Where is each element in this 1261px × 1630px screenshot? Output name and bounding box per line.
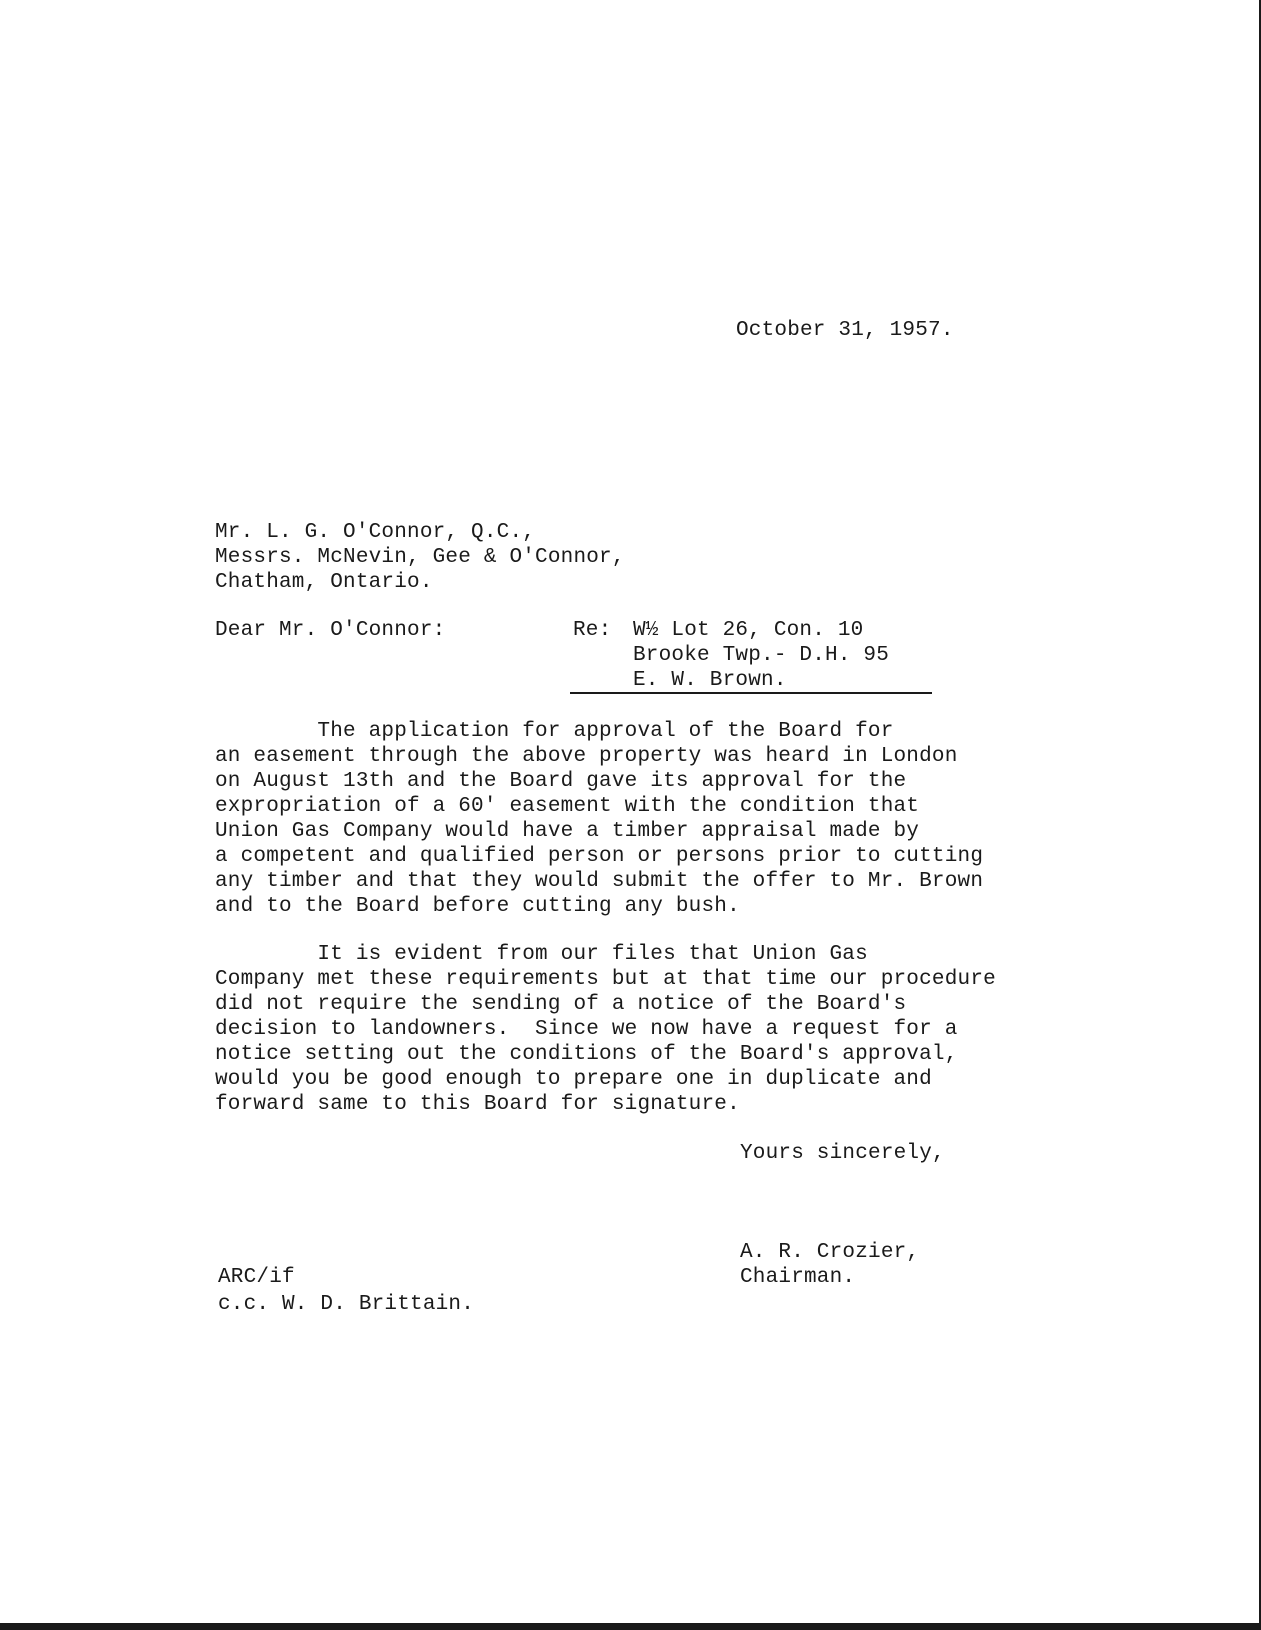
- salutation: Dear Mr. O'Connor:: [215, 619, 446, 642]
- paragraph-line: The application for approval of the Board for: [215, 720, 894, 743]
- paragraph-line: would you be good enough to prepare one in duplicate and: [215, 1068, 932, 1091]
- address-line: Mr. L. G. O'Connor, Q.C.,: [215, 521, 536, 544]
- closing: Yours sincerely,: [740, 1142, 945, 1165]
- paragraph-line: did not require the sending of a notice of the Board's: [215, 993, 907, 1016]
- body-paragraph: [215, 719, 1145, 919]
- paragraph-line: an easement through the above property was heard in London: [215, 745, 958, 768]
- address-line: Chatham, Ontario.: [215, 571, 433, 594]
- letter-date: October 31, 1957.: [736, 319, 954, 342]
- paragraph-line: Union Gas Company would have a timber appraisal made by: [215, 820, 920, 843]
- signatory-name: A. R. Crozier,: [740, 1241, 920, 1264]
- re-line: W½ Lot 26, Con. 10: [633, 619, 864, 642]
- paragraph-line: any timber and that they would submit the offer to Mr. Brown: [215, 870, 984, 893]
- paragraph-line: It is evident from our files that Union Gas: [215, 943, 868, 966]
- paragraph-line: notice setting out the conditions of the Board's approval,: [215, 1043, 958, 1066]
- paragraph-line: a competent and qualified person or persons prior to cutting: [215, 845, 984, 868]
- address-line: Messrs. McNevin, Gee & O'Connor,: [215, 546, 625, 569]
- paragraph-line: on August 13th and the Board gave its approval for the: [215, 770, 907, 793]
- paragraph-line: decision to landowners. Since we now have a request for a: [215, 1018, 958, 1041]
- carbon-copy-line: c.c. W. D. Brittain.: [218, 1293, 475, 1316]
- typist-initials: ARC/if: [218, 1266, 295, 1289]
- paragraph-line: forward same to this Board for signature.: [215, 1093, 740, 1116]
- paragraph-line: and to the Board before cutting any bush.: [215, 895, 740, 918]
- re-line: Brooke Twp.- D.H. 95: [633, 644, 890, 667]
- paragraph-line: Company met these requirements but at that time our procedure: [215, 968, 996, 991]
- re-underline: [570, 692, 932, 694]
- scan-edge-bottom: [0, 1623, 1261, 1630]
- body-paragraph: [215, 942, 1145, 1117]
- signatory-title: Chairman.: [740, 1266, 856, 1289]
- paragraph-line: expropriation of a 60' easement with the condition that: [215, 795, 920, 818]
- re-line: E. W. Brown.: [633, 669, 787, 692]
- re-label: Re:: [573, 619, 612, 642]
